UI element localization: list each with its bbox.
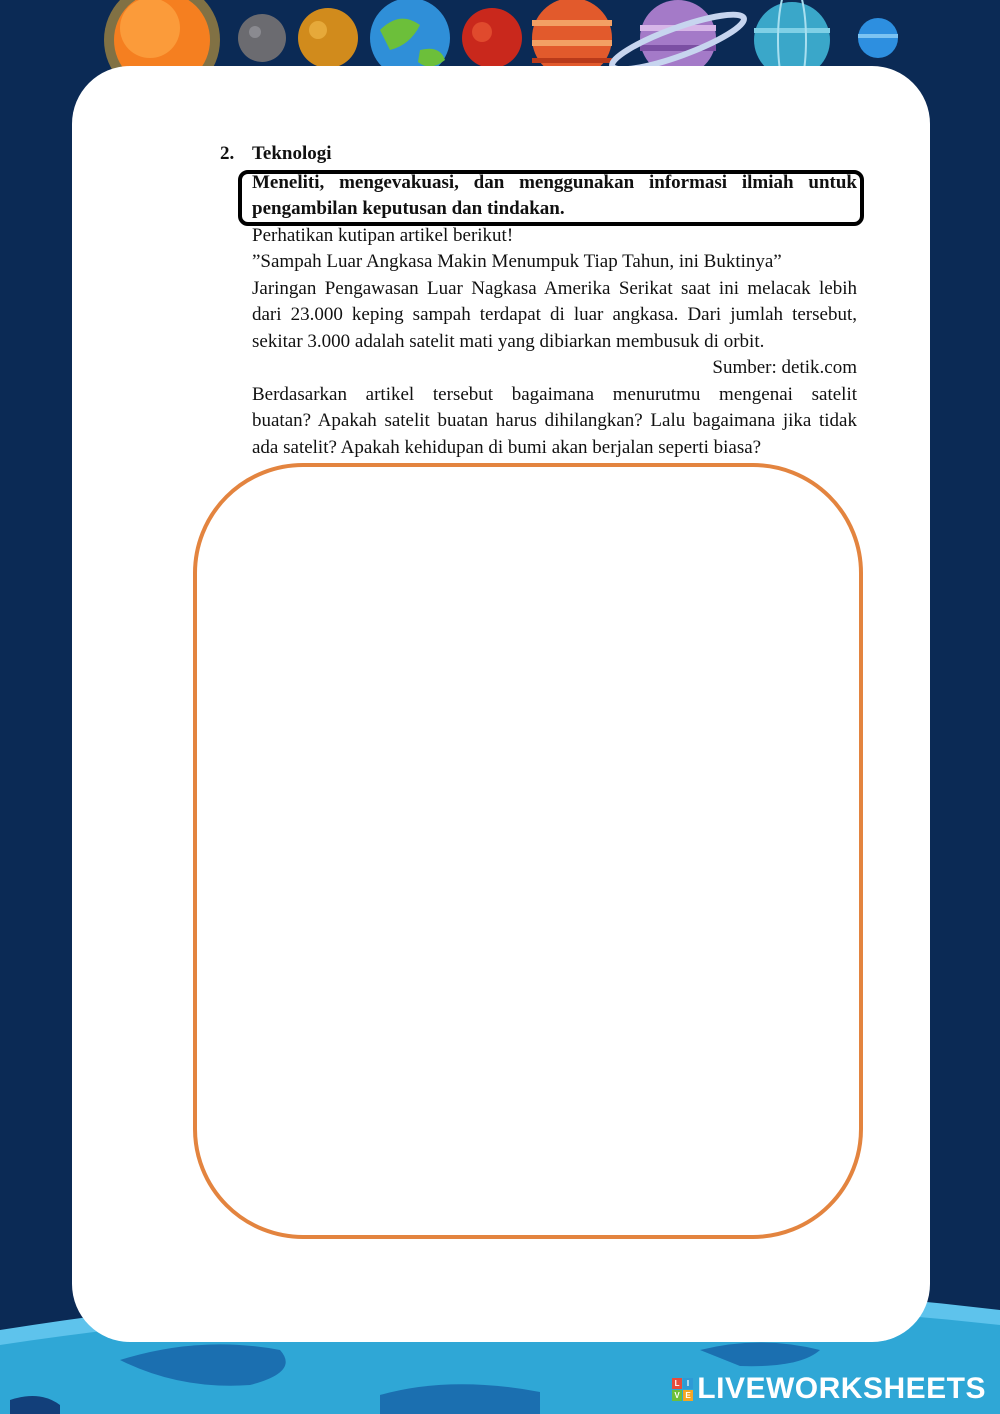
instruction-text: Perhatikan kutipan artikel berikut! (252, 225, 514, 246)
question-line-1: Berdasarkan artikel tersebut bagaimana menurutmu mengenai satelit (252, 384, 857, 405)
article-line-1: Jaringan Pengawasan Luar Nagkasa Amerika Serikat saat ini melacak lebih (252, 278, 857, 299)
liveworksheets-logo-icon (672, 1378, 693, 1401)
logo-letter-i: I (683, 1378, 693, 1389)
article-line-2: dari 23.000 keping sampah terdapat di luar angkasa. Dari jumlah tersebut, (252, 304, 857, 325)
mercury-icon (238, 14, 286, 62)
mars-icon (462, 8, 522, 68)
answer-text-area[interactable] (193, 463, 863, 1239)
logo-letter-v: V (672, 1390, 682, 1401)
article-title: ”Sampah Luar Angkasa Makin Menumpuk Tiap Tahun, ini Buktinya” (252, 251, 782, 272)
question-line-3: ada satelit? Apakah kehidupan di bumi akan berjalan seperti biasa? (252, 437, 762, 458)
brand-name: LIVEWORKSHEETS (697, 1372, 986, 1405)
neptune-icon (858, 18, 898, 58)
logo-letter-e: E (683, 1390, 693, 1401)
section-heading: Teknologi (252, 143, 332, 164)
source-citation: Sumber: detik.com (712, 357, 857, 378)
logo-letter-l: L (672, 1378, 682, 1389)
question-line-2: buatan? Apakah satelit buatan harus dihilangkan? Lalu bagaimana jika tidak (252, 410, 857, 431)
objective-line-2: pengambilan keputusan dan tindakan. (252, 198, 565, 219)
article-line-3: sekitar 3.000 adalah satelit mati yang dibiarkan membusuk di orbit. (252, 331, 765, 352)
objective-line-1: Meneliti, mengevakuasi, dan menggunakan informasi ilmiah untuk (252, 172, 857, 193)
section-number: 2. (220, 143, 235, 164)
venus-icon (298, 8, 358, 68)
liveworksheets-brand (672, 1372, 986, 1406)
